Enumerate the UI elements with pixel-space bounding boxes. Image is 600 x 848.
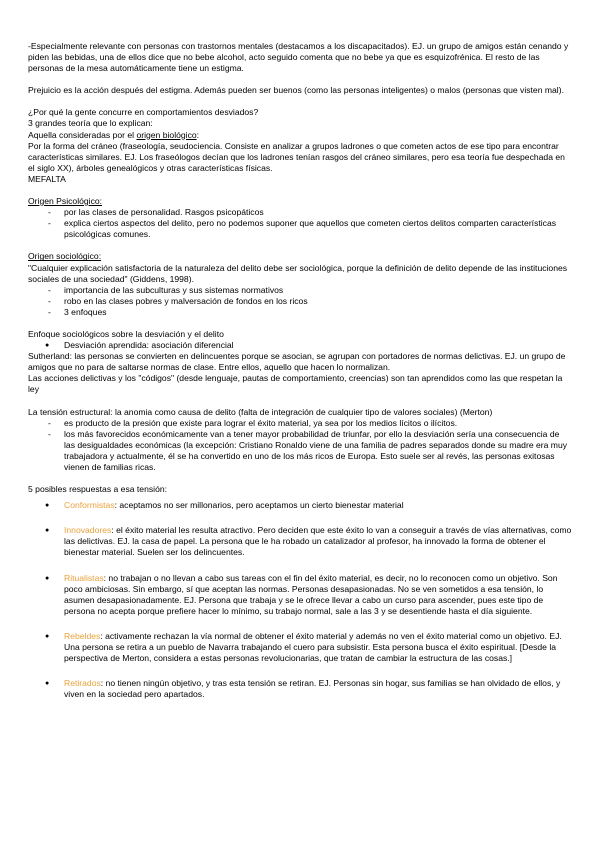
list-item: - importancia de las subculturas y sus sistemas normativos — [28, 285, 572, 296]
list-item: - los más favorecidos económicamente van a tener mayor probabilidad de triunfar, por ello la desviación sería una consecuencia de las desigualdades económicas (la excepción: Cristiano Ronaldo viene de una familia de padres separados donde su madre era muy trabajadora y actualmente, él se ha convertido en uno de los más ricos de Europa. Esto suele ser al revés, las personas exitosas vienen de familias ricas. — [28, 429, 572, 473]
response-rebeldes — [28, 631, 572, 664]
term-label: Conformistas — [64, 500, 115, 511]
term-text: : aceptamos no ser millonarios, pero aceptamos un cierto bienestar material — [114, 500, 404, 511]
term-label: Rebeldes — [64, 630, 101, 641]
list-item: - 3 enfoques — [28, 307, 572, 318]
sociological-list — [28, 285, 572, 318]
tension-list — [28, 418, 572, 473]
paragraph-stigma-example: -Especialmente relevante con personas con trastornos mentales (destacamos a los discapacitados). EJ. un grupo de amigos están cenando y piden las bebidas, una de ellos dice que no bebe alcohol, acto seguido comenta que no bebe ya que es esquizofrénica. El resto de las personas de la mesa automáticamente tiene un estigma. — [28, 41, 569, 74]
biological-origin-label: origen biológico — [136, 129, 197, 140]
respuestas-title: 5 posibles respuestas a esa tensión: — [28, 484, 168, 495]
mefalta-note: MEFALTA — [28, 173, 66, 184]
list-item: - explica ciertos aspectos del delito, pero no podemos suponer que aquellos que cometen ciertos delitos comparten características psicológicas comunes. — [28, 218, 572, 240]
enfoque-title: Enfoque sociológicos sobre la desviación y el delito — [28, 328, 224, 339]
term-label: Retirados — [64, 678, 101, 689]
term-text: : el éxito material les resulta atractivo. Pero deciden que este éxito lo van a conseguir a través de vías alternativas, como las delictivas. EJ. la casa de papel. La persona que le ha robado un catalizador al profesor, ha innovado la forma de obtener el bienestar material. Suelen ser los delincuentes. — [64, 525, 572, 558]
term-text: : no trabajan o no llevan a cabo sus tareas con el fin del éxito material, es decir, no lo reconocen como un objetivo. Son poco ambiciosas. Sin embargo, sí que aceptan las normas. Personas desapasionadas. No se ven sometidos a esa tensión, lo asumen desapasionadamente. EJ. Persona que trabaja y se le ofrece llevar a cabo un curso para ascender, pues este tipo de persona no acepta porque prefiere hacer lo mínimo, su trabajo normal, sale a las 3 y se desentiende hasta el día siguiente. — [64, 572, 558, 616]
psychological-list — [28, 207, 572, 240]
list-item: ● Desviación aprendida: asociación diferencial — [28, 340, 572, 351]
term-label: Ritualistas — [64, 572, 104, 583]
biological-origin-text: Por la forma del cráneo (fraseología, seudociencia. Consiste en analizar a grupos ladrones o que cometen actos de ese tipo para encontrar características similares. EJ. Los fraseólogos decían que los ladrones tenían rasgos del cráneo similares, pero esa teoría fue despechada en el siglo XX), árboles genealógicos y otras características físicas. — [28, 140, 565, 173]
tension-title: La tensión estructural: la anomia como causa de delito (falta de integración de cualquier tipo de valores sociales) (Merton) — [28, 406, 493, 417]
bio-colon: : — [196, 129, 200, 140]
sociological-origin-label: Origen sociológico: — [28, 251, 102, 262]
enfoque-list — [28, 340, 572, 351]
term-text: : activamente rechazan la vía normal de obtener el éxito material y además no ven el éxito material como un objetivo. EJ. Una persona se retira a un pueblo de Navarra trabajando el cuero para subsistir. Esta persona busca el éxito espiritual. [Desde la perspectiva de Merton, considera a estas personas revolucionarias, que tratan de cambiar la estructura de las cosas.] — [64, 630, 562, 664]
paragraph-prejudice: Prejuicio es la acción después del estigma. Además pueden ser buenos (como las personas inteligentes) o malos (personas que visten mal). — [28, 85, 564, 96]
response-conformistas — [28, 500, 572, 511]
list-item: - por las clases de personalidad. Rasgos psicopáticos — [28, 207, 572, 218]
respuestas-list — [28, 500, 572, 700]
biological-origin-intro — [28, 130, 572, 141]
sutherland-paragraph: Sutherland: las personas se convierten en delincuentes porque se asocian, se agrupan con portadores de normas delictivas. EJ. un grupo de amigos que no para de saltarse normas de clase. Entre ellos, aquello que hacen lo normalizan. — [28, 351, 566, 373]
bio-intro-text: Aquella consideradas por el — [28, 129, 137, 140]
response-retirados — [28, 678, 572, 700]
list-item: - robo en las clases pobres y malversación de fondos en los ricos — [28, 296, 572, 307]
response-innovadores — [28, 525, 572, 558]
response-ritualistas — [28, 573, 572, 617]
psychological-origin-label: Origen Psicológico: — [28, 196, 103, 207]
giddens-quote: "Cualquier explicación satisfactoria de la naturaleza del delito debe ser sociológica, porque la definición de delito depende de las instituciones sociales de una sociedad" (Giddens, 1998). — [28, 262, 568, 284]
term-label: Innovadores — [64, 525, 112, 536]
three-theories-line: 3 grandes teoría que lo explican: — [28, 118, 153, 129]
acciones-paragraph: Las acciones delictivas y los "códigos" (desde lenguaje, pautas de comportamiento, creencias) son tan aprendidos como las que respetan la ley — [28, 373, 563, 395]
question-title: ¿Por qué la gente concurre en comportamientos desviados? — [28, 107, 259, 118]
term-text: : no tienen ningún objetivo, y tras esta tensión se retiran. EJ. Personas sin hogar, sus familias se han olvidado de ellos, y viven en la sociedad pero apartados. — [64, 678, 561, 700]
list-item: - es producto de la presión que existe para lograr el éxito material, ya sea por los medios lícitos o ilícitos. — [28, 418, 572, 429]
